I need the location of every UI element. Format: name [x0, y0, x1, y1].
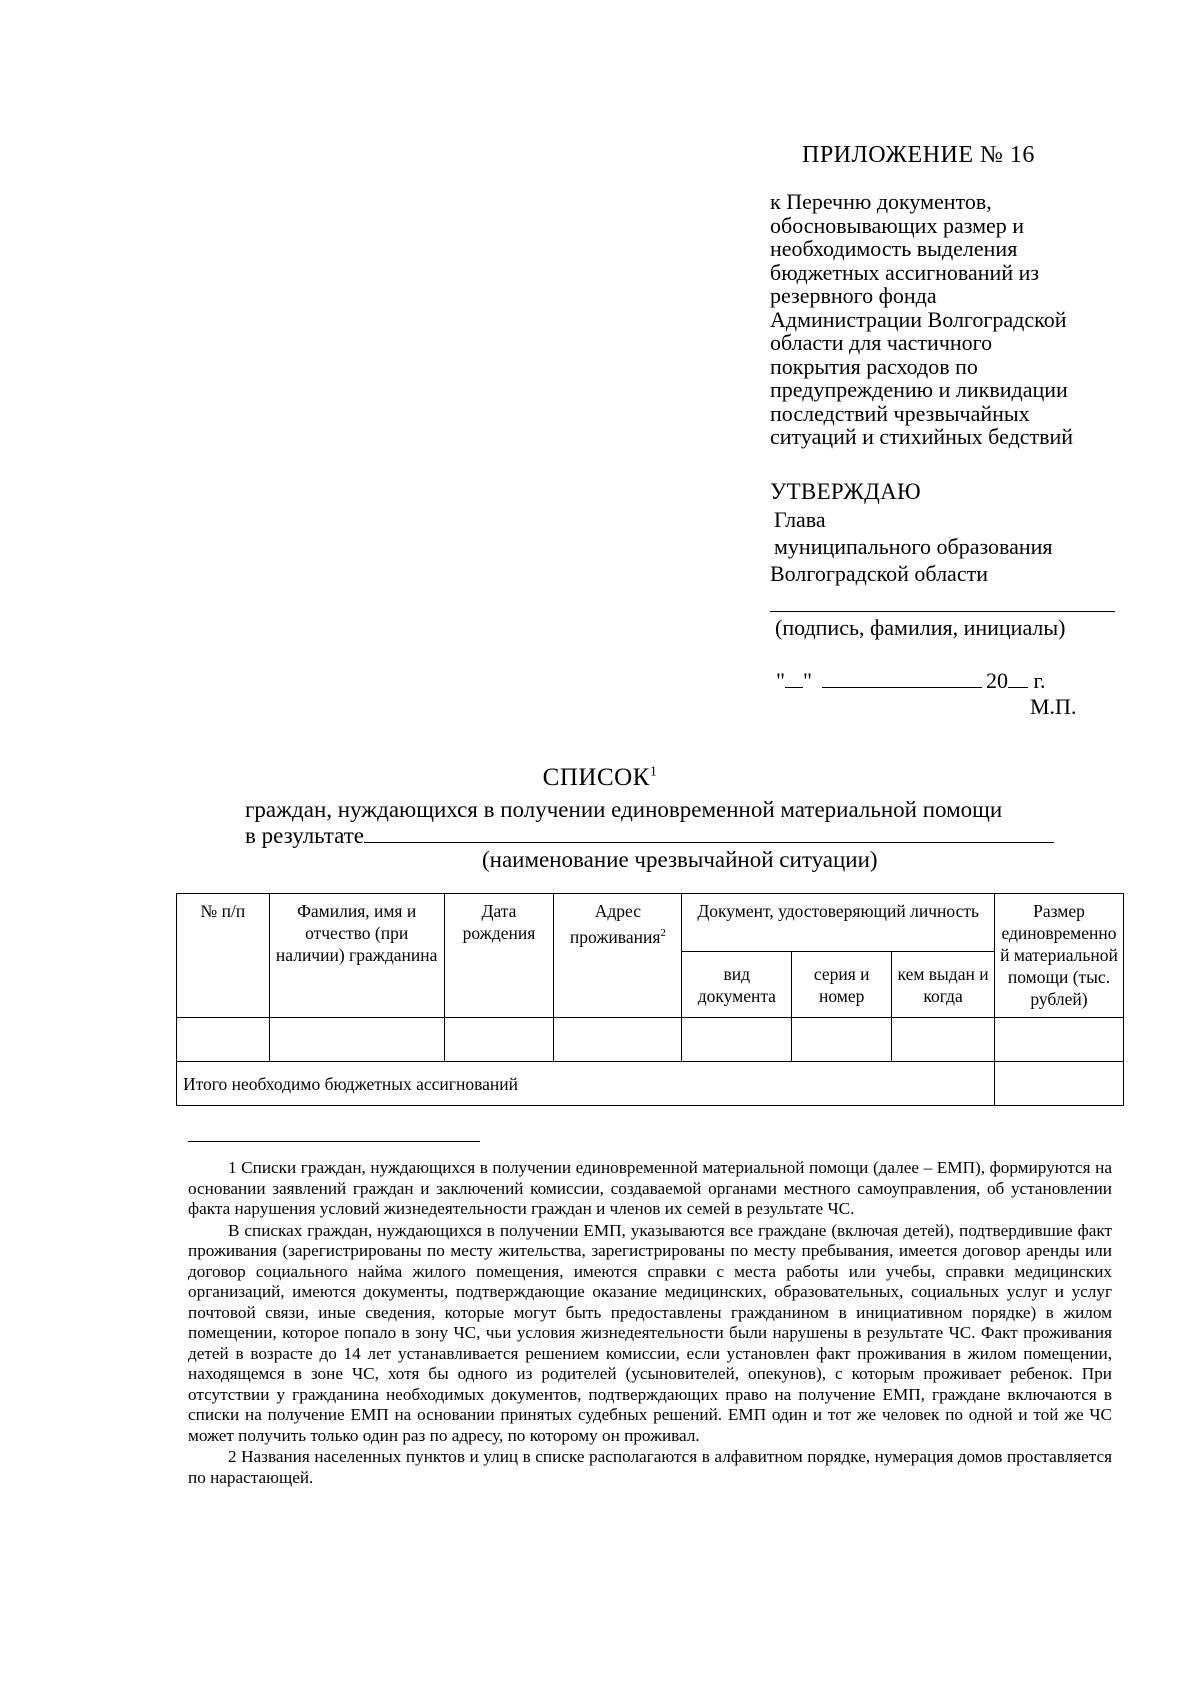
emergency-line — [245, 822, 1054, 849]
header-identity-document: Документ, удостоверяющий личность — [682, 894, 995, 952]
date-month-field[interactable] — [822, 669, 982, 688]
footnote-2: 2 Названия населенных пунктов и улиц в списке располагаются в алфавитном порядке, нумерация домов проставляется по нарастающей. — [188, 1447, 1112, 1487]
appendix-reference-line: к Перечню документов, — [770, 189, 992, 214]
footnote-1: 1 Списки граждан, нуждающихся в получении единовременной материальной помощи (далее – ЕМП), формируются на основании заявлений граждан и заключений комиссии, создаваемой органами местного самоуправления, об установлении факта нарушения условий жизнедеятельности граждан и членов их семей в результате ЧС. — [188, 1158, 1112, 1218]
emergency-caption: (наименование чрезвычайной ситуации) — [482, 847, 878, 872]
appendix-reference-line: необходимость выделения — [770, 236, 1018, 261]
header-document-issued: кем выдан и когда — [892, 952, 995, 1018]
appendix-reference-line: последствий чрезвычайных — [770, 400, 1030, 426]
approval-block — [770, 478, 1130, 587]
total-label: Итого необходимо бюджетных ассигнований — [177, 1062, 995, 1106]
header-aid-amount: Размер единовременно й материальной помощи (тыс. рублей) — [994, 894, 1123, 1018]
cell-document-series[interactable] — [792, 1018, 892, 1062]
approver-region: Волгоградской области — [770, 561, 988, 586]
list-title — [0, 764, 1200, 792]
cell-document-type[interactable] — [682, 1018, 792, 1062]
date-quote-close: " — [802, 668, 812, 693]
header-document-series: серия и номер — [792, 952, 892, 1018]
appendix-reference-line: предупреждению и ликвидации — [770, 377, 1068, 402]
footnote-divider — [188, 1141, 480, 1142]
approval-date — [776, 668, 1046, 694]
list-title-footnote-mark: 1 — [649, 764, 658, 780]
header-address-text: Адрес проживания — [569, 901, 661, 947]
emergency-name-field[interactable] — [364, 822, 1054, 843]
approver-organization: муниципального образования — [774, 534, 1053, 559]
list-title-text: СПИСОК — [542, 764, 650, 791]
header-number: № п/п — [177, 894, 270, 1018]
signature-field[interactable] — [770, 611, 1115, 612]
appendix-reference-line: резервного фонда — [770, 283, 937, 308]
header-full-name: Фамилия, имя и отчество (при наличии) гражданина — [269, 894, 444, 1018]
footnote-1-continued: В списках граждан, нуждающихся в получении ЕМП, указываются все граждане (включая детей), подтвердившие факт проживания (зарегистрированы по месту жительства, зарегистрированы по месту пребывания, имеется договор аренды или договор социального найма жилого помещения, имеются справки с места работы или учебы, справки медицинских организаций, имеются документы, подтверждающие оказание медицинских, образовательных, социальных услуг и услуг почтовой связи, иные сведения, которые могут быть предоставлены гражданином в инициативном порядке) в жилом помещении, которое попало в зону ЧС, чьи условия жизнедеятельности были нарушены в результате ЧС. Факт проживания детей в возрасте до 14 лет устанавливается решением комиссии, если установлен факт проживания в жилом помещении, находящемся в зоне ЧС, хотя бы одного из родителей (усыновителей, опекунов), с которым проживает ребенок. При отсутствии у гражданина необходимых документов, подтверждающих право на получение ЕМП, граждане включаются в списки на получение ЕМП на основании принятых судебных решений. ЕМП один и тот же человек по одной и той же ЧС может получить только один раз по адресу, по которому он проживал. — [188, 1220, 1112, 1445]
appendix-reference-line: бюджетных ассигнований из — [770, 259, 1040, 285]
cell-birth-date[interactable] — [444, 1018, 554, 1062]
table-row — [177, 1018, 1124, 1062]
appendix-reference — [770, 190, 1120, 449]
date-year-suffix: г. — [1033, 668, 1046, 693]
approve-heading: УТВЕРЖДАЮ — [770, 479, 921, 504]
citizens-table — [176, 893, 1124, 1106]
appendix-reference-line: обосновывающих размер и — [770, 212, 1025, 238]
appendix-reference-line: ситуаций и стихийных бедствий — [770, 424, 1074, 449]
date-day-field[interactable] — [785, 669, 803, 688]
emergency-prefix: в результате — [245, 823, 364, 848]
cell-number[interactable] — [177, 1018, 270, 1062]
appendix-reference-line: покрытия расходов по — [770, 353, 978, 379]
cell-aid-amount[interactable] — [994, 1018, 1123, 1062]
address-footnote-mark: 2 — [660, 927, 666, 939]
signature-caption: (подпись, фамилия, инициалы) — [775, 615, 1066, 640]
stamp-place: М.П. — [1030, 694, 1077, 719]
header-birth-date: Дата рождения — [444, 894, 554, 1018]
cell-document-issued[interactable] — [892, 1018, 995, 1062]
appendix-title: ПРИЛОЖЕНИЕ № 16 — [802, 142, 1035, 168]
header-address — [554, 894, 682, 1018]
appendix-reference-line: Администрации Волгоградской — [770, 306, 1067, 332]
footnotes — [188, 1158, 1112, 1489]
list-subtitle: граждан, нуждающихся в получении единовременной материальной помощи — [245, 797, 1003, 822]
cell-address[interactable] — [554, 1018, 682, 1062]
appendix-reference-line: области для частичного — [770, 330, 993, 355]
cell-full-name[interactable] — [269, 1018, 444, 1062]
approver-position: Глава — [774, 507, 826, 532]
date-quote-open: " — [776, 668, 785, 693]
total-amount-cell[interactable] — [994, 1062, 1123, 1106]
header-document-type: вид документа — [682, 952, 792, 1018]
date-year-field[interactable] — [1008, 669, 1028, 688]
total-row — [177, 1062, 1124, 1106]
date-year-prefix: 20 — [985, 668, 1008, 693]
